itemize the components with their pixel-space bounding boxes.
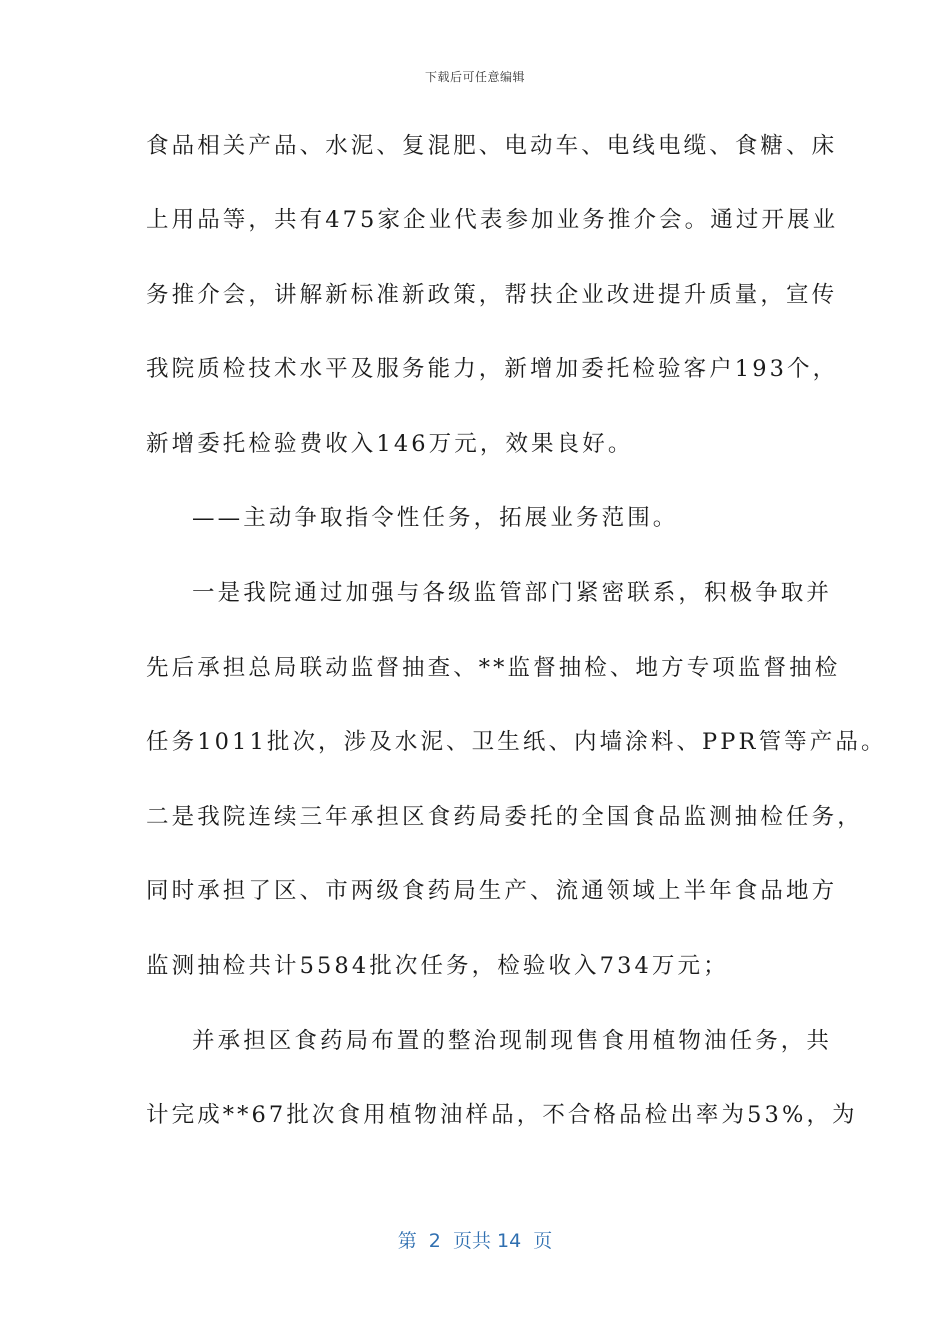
page-number-footer: 第 2 页共 14 页 bbox=[397, 1230, 553, 1252]
body-line: 食品相关产品、水泥、复混肥、电动车、电线电缆、食糖、床 bbox=[146, 133, 838, 159]
body-line: 并承担区食药局布置的整治现制现售食用植物油任务，共 bbox=[192, 1028, 833, 1054]
body-line: 计完成**67批次食用植物油样品，不合格品检出率为53%，为 bbox=[146, 1102, 858, 1128]
body-line: 一是我院通过加强与各级监管部门紧密联系，积极争取并 bbox=[192, 580, 833, 606]
body-line: 先后承担总局联动监督抽查、**监督抽检、地方专项监督抽检 bbox=[146, 655, 841, 681]
body-line: 监测抽检共计5584批次任务，检验收入734万元； bbox=[146, 953, 729, 979]
body-line: 我院质检技术水平及服务能力，新增加委托检验客户193个， bbox=[146, 356, 839, 382]
body-line: 上用品等，共有475家企业代表参加业务推介会。通过开展业 bbox=[146, 207, 839, 233]
body-line: 新增委托检验费收入146万元，效果良好。 bbox=[146, 431, 634, 457]
body-line: 同时承担了区、市两级食药局生产、流通领域上半年食品地方 bbox=[146, 878, 838, 904]
section-heading: ——主动争取指令性任务，拓展业务范围。 bbox=[192, 505, 679, 531]
body-line: 任务1011批次，涉及水泥、卫生纸、内墙涂料、PPR管等产品。 bbox=[146, 729, 887, 755]
body-line: 二是我院连续三年承担区食药局委托的全国食品监测抽检任务， bbox=[146, 804, 863, 830]
body-line: 务推介会，讲解新标准新政策，帮扶企业改进提升质量，宣传 bbox=[146, 282, 838, 308]
page-header-note: 下载后可任意编辑 bbox=[424, 70, 525, 84]
